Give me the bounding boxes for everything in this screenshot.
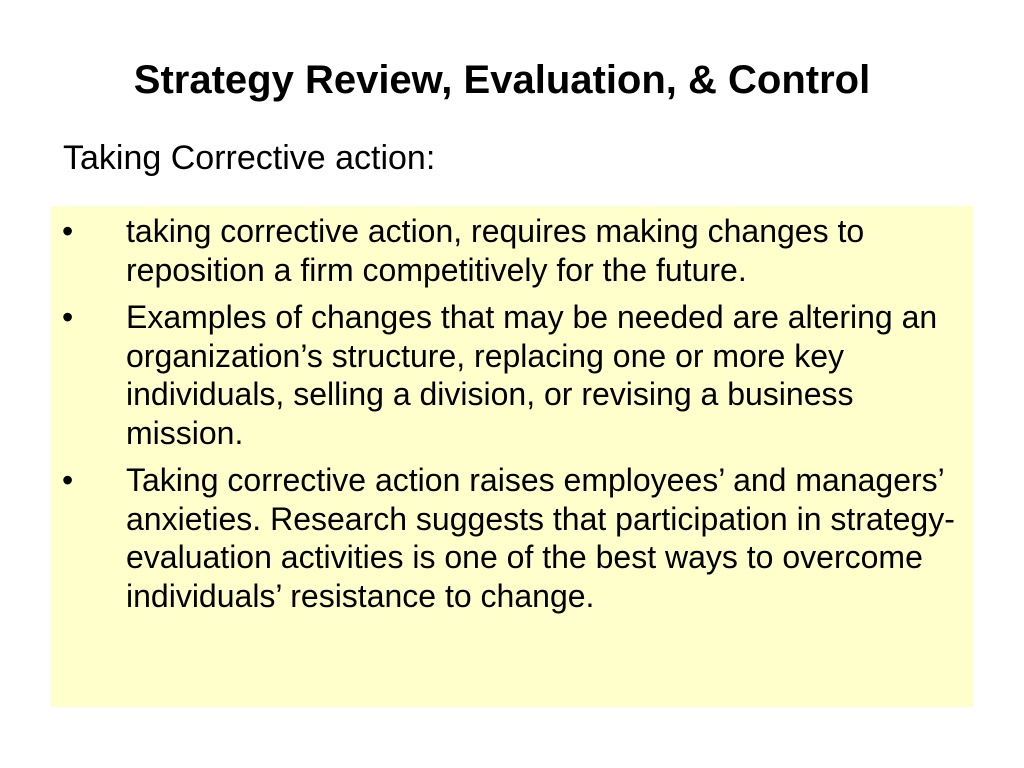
bullet-icon: •	[62, 299, 74, 335]
slide-subtitle: Taking Corrective action:	[63, 139, 436, 177]
bullet-text: Taking corrective action raises employees’ and managers’ anxieties. Research suggests that participation in strategy-evaluation activities is one of the best ways to overcome individuals’ resistance to change.	[126, 462, 955, 614]
content-box	[51, 206, 973, 707]
bullet-item	[51, 212, 973, 289]
bullet-icon: •	[62, 213, 74, 249]
bullet-item	[51, 461, 973, 615]
bullet-item	[51, 298, 973, 452]
bullet-list	[51, 212, 973, 615]
bullet-icon: •	[62, 462, 74, 498]
slide-title: Strategy Review, Evaluation, & Control	[133, 58, 871, 102]
bullet-text: Examples of changes that may be needed are altering an organization’s structure, replacing one or more key individuals, selling a division, or revising a business mission.	[126, 299, 938, 451]
bullet-text: taking corrective action, requires making changes to reposition a firm competitively for the future.	[126, 213, 865, 288]
